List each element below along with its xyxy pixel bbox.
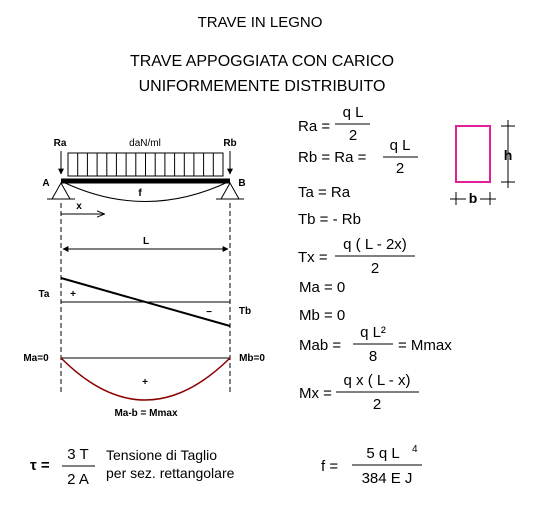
formula-mab-lhs: Mab = xyxy=(299,337,342,354)
formula-mx-lhs: Mx = xyxy=(299,385,332,402)
deflection-denominator: 384 E J xyxy=(361,470,413,487)
formula-ma: Ma = 0 xyxy=(299,279,346,296)
deflection-label: f xyxy=(138,188,142,199)
moment-diagram xyxy=(23,353,265,419)
reaction-ra-label: Ra xyxy=(53,138,67,149)
formula-mx-denominator: 2 xyxy=(372,396,382,413)
section-b-label: b xyxy=(468,190,478,206)
moment-max-label: Ma-b = Mmax xyxy=(114,408,178,419)
length-label: L xyxy=(142,236,150,247)
node-b-label: B xyxy=(238,178,246,189)
load-unit-label: daN/ml xyxy=(129,138,161,149)
deflection-lhs: f = xyxy=(321,458,339,475)
support-b xyxy=(221,183,239,199)
formula-mb: Mb = 0 xyxy=(299,307,346,324)
formula-mab-denominator: 8 xyxy=(368,348,378,365)
tau-description-line-2: per sez. rettangolare xyxy=(106,465,235,481)
support-a xyxy=(52,183,70,199)
formulas xyxy=(298,104,452,413)
cross-section xyxy=(450,120,515,206)
formula-rb-lhs: Rb = Ra = xyxy=(298,149,367,166)
shear-minus-sign: − xyxy=(206,307,212,318)
beam-scheme xyxy=(42,138,245,392)
deflected-shape xyxy=(61,181,230,202)
shear-stress-formula xyxy=(30,446,235,488)
section-rectangle xyxy=(456,126,490,182)
tau-lhs: τ = xyxy=(30,457,50,474)
node-a-label: A xyxy=(42,178,50,189)
shear-ta-label: Ta xyxy=(38,289,50,300)
formula-ra-denominator: 2 xyxy=(348,127,358,144)
shear-tb-label: Tb xyxy=(238,306,252,317)
formula-tx-lhs: Tx = xyxy=(298,249,328,266)
formula-ra-numerator: q L xyxy=(342,104,364,121)
moment-plus-sign: + xyxy=(142,377,148,388)
shear-diagram xyxy=(39,278,252,326)
deflection-numerator-exponent: 4 xyxy=(412,444,418,455)
x-label: x xyxy=(76,201,82,212)
deflection-numerator: 5 q L xyxy=(366,445,400,462)
section-h-label: h xyxy=(503,147,513,163)
page-title: TRAVE IN LEGNO xyxy=(197,14,323,31)
formula-mx-numerator: q x ( L - x) xyxy=(343,372,411,389)
subtitle-line-1: TRAVE APPOGGIATA CON CARICO xyxy=(129,53,395,70)
tau-numerator: 3 T xyxy=(67,446,89,463)
reaction-rb-label: Rb xyxy=(223,138,237,149)
formula-tx-denominator: 2 xyxy=(370,260,380,277)
tau-description-line-1: Tensione di Taglio xyxy=(106,447,218,463)
formula-tb: Tb = - Rb xyxy=(298,211,361,228)
moment-mb-label: Mb=0 xyxy=(239,353,265,364)
formula-ta: Ta = Ra xyxy=(298,184,351,201)
formula-rb-denominator: 2 xyxy=(395,160,405,177)
formula-mab-numerator: q L² xyxy=(360,324,386,341)
shear-plus-sign: + xyxy=(70,289,76,300)
deflection-formula xyxy=(321,444,422,487)
formula-ra-lhs: Ra = xyxy=(298,118,331,135)
formula-tx-numerator: q ( L - 2x) xyxy=(343,236,407,253)
tau-denominator: 2 A xyxy=(67,471,89,488)
formula-rb-numerator: q L xyxy=(389,137,411,154)
distributed-load xyxy=(68,153,223,176)
moment-ma-label: Ma=0 xyxy=(23,353,49,364)
formula-mab-rhs: = Mmax xyxy=(398,337,452,354)
subtitle-line-2: UNIFORMEMENTE DISTRIBUITO xyxy=(138,78,386,95)
